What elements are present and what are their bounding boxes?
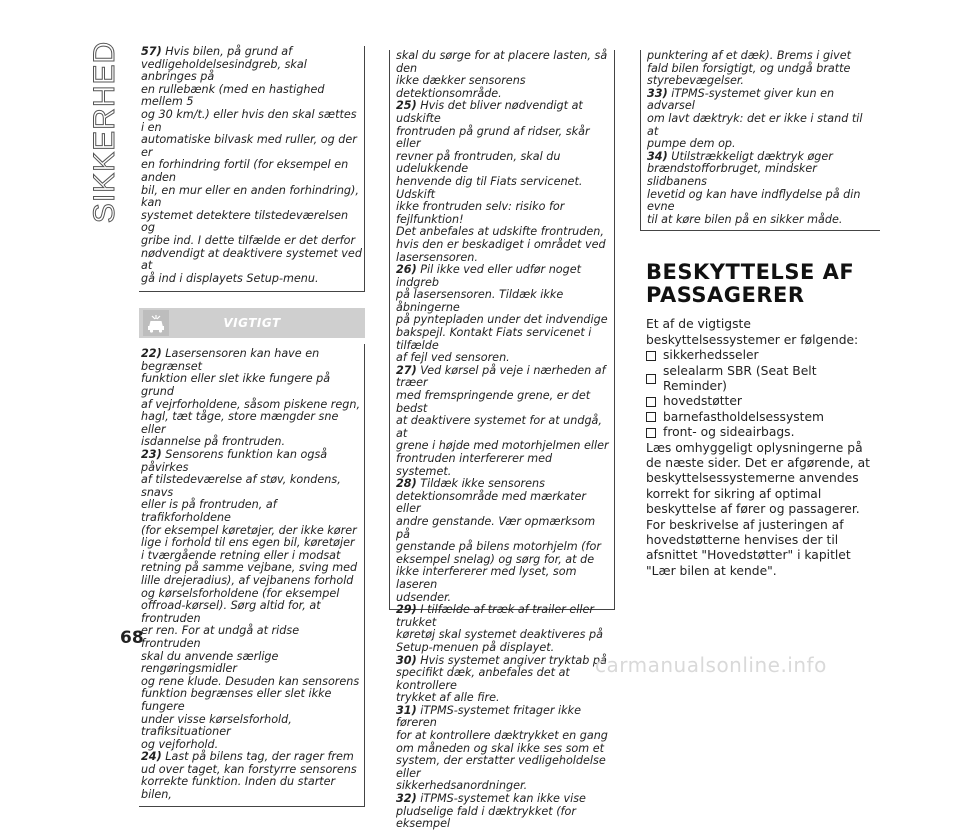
list-item (646, 425, 880, 440)
continued-note-text-right: punktering af et dæk). Brems i givet fald bilen forsigtigt, og undgå bratte styrebevægelser. (647, 49, 852, 88)
note-29 (396, 604, 610, 654)
note-33 (647, 88, 876, 151)
important-banner (139, 308, 365, 338)
note-23 (141, 449, 362, 751)
list-item-text: hovedstøtter (663, 394, 742, 409)
note-30 (396, 655, 610, 705)
note-22-text: Lasersensoren kan have en begrænset funktion eller slet ikke fungere på grund af vejrforholdene, såsom piskene regn, hagl, tæt tåge, store mængder sne eller isdannelse på frontruden. (141, 347, 361, 449)
note-31-number: 31) (396, 703, 417, 717)
note-26-number: 26) (396, 263, 417, 277)
note-24-number: 24) (141, 750, 162, 764)
note-33-text: iTPMS-systemet giver kun en advarsel om lavt dæktryk: det er ikke i stand til at pumpe dem op. (647, 86, 863, 151)
square-bullet-icon (646, 374, 656, 384)
column-left (139, 46, 365, 807)
list-item-text: front- og sideairbags. (663, 425, 795, 440)
note-34 (647, 151, 876, 227)
note-33-number: 33) (647, 86, 668, 100)
list-item (646, 364, 880, 395)
note-30-number: 30) (396, 653, 417, 667)
section-heading: BESKYTTELSE AF PASSAGERER (646, 260, 855, 308)
list-item (646, 394, 880, 409)
note-23-number: 23) (141, 448, 162, 462)
note-28-number: 28) (396, 477, 417, 491)
chapter-side-tab (88, 40, 122, 224)
note-26 (396, 264, 610, 365)
list-item (646, 348, 880, 363)
chapter-side-tab-label: SIKKERHED (88, 40, 122, 224)
page-number: 68 (120, 628, 144, 648)
square-bullet-icon (646, 428, 656, 438)
note-27-number: 27) (396, 363, 417, 377)
important-notes-box (139, 344, 365, 806)
note-32-number: 32) (396, 792, 417, 806)
note-28-text: Tildæk ikke sensorens detektionsområde med mærkater eller andre genstande. Vær opmærksom på genstande på bilens motorhjelm (for eksempel snelag) og sørg for, at de ikke interfererer med lyset, som laseren udsender. (396, 477, 601, 604)
note-22 (141, 348, 362, 449)
important-label: VIGTIGT (223, 316, 281, 331)
square-bullet-icon (646, 412, 656, 422)
continued-note-text: skal du sørge for at placere lasten, så den ikke dækker sensorens detektionsområde. (396, 49, 608, 100)
list-item (646, 410, 880, 425)
note-24-text: Last på bilens tag, der rager frem ud over taget, kan forstyrre sensorens korrekte funktion. Inden du starter bilen, (141, 750, 357, 802)
note-27 (396, 365, 610, 478)
note-32-text: iTPMS-systemet kan ikke vise pludselige fald i dæktrykket (for eksempel (396, 792, 586, 831)
note-34-text: Utilstrækkeligt dæktryk øger brændstofforbruget, mindsker slidbanens levetid og kan have indflydelse på din evne til at køre bilen på en sikker måde. (647, 149, 861, 226)
note-25-text: Hvis det bliver nødvendigt at udskifte frontruden på grund af ridser, skår eller revner på frontruden, skal du udelukkende henvende dig til Fiats servicenet. Udskift ikke frontruden selv: risiko for fejlfunktion! Det anbefales at udskifte frontruden, hvis den er beskadiget i området ved lasersensoren. (396, 99, 606, 264)
notes-box-middle (389, 49, 615, 831)
column-right (640, 50, 880, 579)
note-57-number: 57) (141, 45, 162, 58)
note-25-number: 25) (396, 99, 417, 113)
note-27-text: Ved kørsel på veje i nærheden af træer med fremspringende grene, er det bedst at deaktivere systemet for at undgå, at grene i højde med motorhjelmen eller frontruden interfererer med systemet. (396, 363, 609, 478)
warning-note-box (139, 46, 365, 292)
note-32 (396, 793, 610, 831)
note-57-text: Hvis bilen, på grund af vedligeholdelsesindgreb, skal anbringes på en rullebænk (med en hastighed mellem 5 og 30 km/t.) eller hvis den skal sættes i en automatiske bilvask med ruller, og der er en forhindring fortil (for eksempel en anden bil, en mur eller en anden forhindring), kan systemet detektere tilstedeværelsen og gribe ind. I dette tilfælde er det derfor nødvendigt at deaktivere systemet ved at gå ind i displayets Setup-menu. (141, 45, 362, 285)
note-23-text: Sensorens funktion kan også påvirkes af tilstedeværelse af støv, kondens, snavs eller is på frontruden, af trafikforholdene (for eksempel køretøjer, der ikke kører lige i forhold til ens egen bil, køretøjer i tværgående retning eller i modsat retning på samme vejbane, sving med lille drejeradius), af vejbanens forhold og kørselsforholdene (for eksempel offroad-kørsel). Sørg altid for, at frontruden er ren. For at undgå at ridse frontruden skal du anvende særlige rengøringsmidler og rene klude. Desuden kan sensorens funktion begrænses eller slet ikke fungere under visse kørselsforhold, trafiksituationer og vejforhold. (141, 448, 360, 751)
note-30-text: Hvis systemet angiver tryktab på specifikt dæk, anbefales det at kontrollere trykket af alle fire. (396, 653, 607, 705)
square-bullet-icon (646, 397, 656, 407)
note-34-number: 34) (647, 149, 668, 163)
column-middle (389, 49, 615, 831)
note-57 (141, 46, 362, 285)
paragraph-read-carefully: Læs omhyggeligt oplysningerne på de næste sider. Det er afgørende, at beskyttelsessystemerne anvendes korrekt for sikring af optimal beskyttelse af fører og passagerer. (646, 440, 870, 517)
list-item-text: barnefastholdelsessystem (663, 409, 824, 424)
note-24 (141, 751, 362, 801)
note-25 (396, 100, 610, 264)
note-29-number: 29) (396, 603, 417, 617)
paragraph-head-restraints: For beskrivelse af justeringen af hovedstøtterne henvises der til afsnittet "Hovedstøtter" i kapitlet "Lær bilen at kende". (646, 517, 851, 578)
car-warning-icon (143, 310, 169, 336)
watermark: carmanualsonline.info (595, 653, 827, 677)
note-28 (396, 478, 610, 604)
note-29-text: I tilfælde af træk af trailer eller trukket køretøj skal systemet deaktiveres på Setup-menuen på displayet. (396, 603, 603, 654)
notes-box-right (640, 50, 880, 231)
note-26-text: Pil ikke ved eller udfør noget indgreb på lasersensoren. Tildæk ikke åbningerne på pyntepladen under det indvendige bakspejl. Kontakt Fiats servicenet i tilfælde af fejl ved sensoren. (396, 263, 608, 365)
note-22-number: 22) (141, 347, 162, 361)
note-31 (396, 705, 610, 793)
note-31-text: iTPMS-systemet fritager ikke føreren for at kontrollere dæktrykket en gang om måneden og skal ikke ses som et system, der erstatter vedligeholdelse eller sikkerhedsanordninger. (396, 703, 608, 793)
intro-paragraph: Et af de vigtigste beskyttelsessystemer er følgende: (646, 317, 859, 347)
square-bullet-icon (646, 351, 656, 361)
list-item-text: sikkerhedsseler (663, 348, 759, 363)
list-item-text: selealarm SBR (Seat Belt Reminder) (663, 363, 817, 393)
